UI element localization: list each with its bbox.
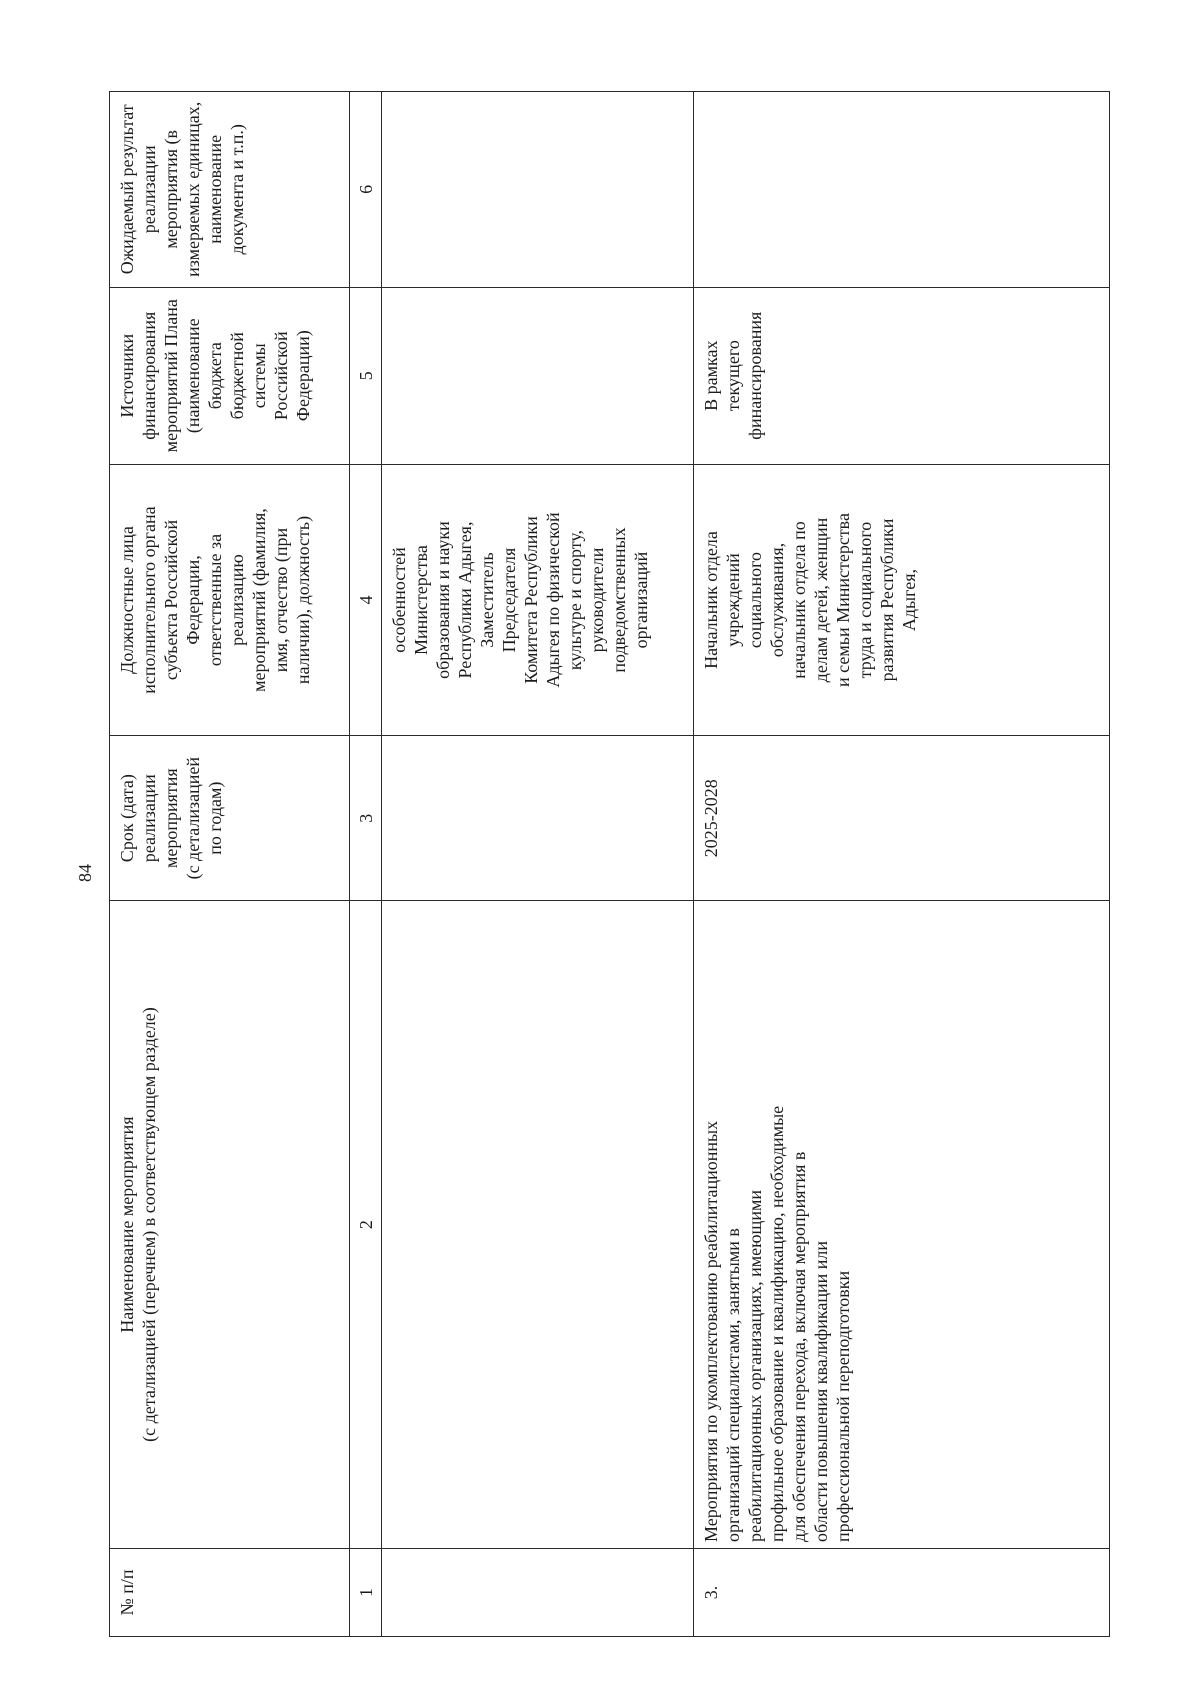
column-numbers-row <box>350 92 382 1637</box>
column-number-6: 6 <box>350 92 382 288</box>
column-number-4: 4 <box>350 464 382 735</box>
row3-financing: В рамках текущего финансирования <box>694 287 1110 464</box>
plan-table <box>109 91 1110 1637</box>
plan-table-container <box>109 91 1109 1637</box>
header-event-name: Наименование мероприятия (с детализацией (перечнем) в соответствующем разделе) <box>110 901 350 1549</box>
row3-term: 2025-2028 <box>694 736 1110 901</box>
header-number: № п/п <box>110 1549 350 1637</box>
table-header-row <box>110 92 350 1637</box>
column-number-1: 1 <box>350 1549 382 1637</box>
continuation-officials: особенностей Министерства образования и науки Республики Адыгея, Заместитель Председателя Комитета Республики Адыгея по физической культуре и спорту, руководители подведомственных организаций <box>382 464 694 735</box>
header-result: Ожидаемый результат реализации мероприятия (в измеряемых единицах, наименование документа и т.п.) <box>110 92 350 288</box>
column-number-5: 5 <box>350 287 382 464</box>
row3-officials: Начальник отдела учреждений социального обслуживания, начальник отдела по делам детей, женщин и семьи Министерства труда и социального развития Республики Адыгея, <box>694 464 1110 735</box>
header-term: Срок (дата) реализации мероприятия (с детализацией по годам) <box>110 736 350 901</box>
column-number-3: 3 <box>350 736 382 901</box>
row3-number: 3. <box>694 1549 1110 1637</box>
table-row-continuation <box>382 92 694 1637</box>
table-row-3 <box>694 92 1110 1637</box>
continuation-cell-2 <box>382 901 694 1549</box>
continuation-cell-1 <box>382 1549 694 1637</box>
page-number: 84 <box>75 864 95 882</box>
continuation-cell-6 <box>382 92 694 288</box>
row3-event-name: Мероприятия по укомплектованию реабилитационных организаций специалистами, занятыми в реабилитационных организациях, имеющими профильное образование и квалификацию, необходимые для обеспечения перехода, включая мероприятия в области повышения квалификации или профессиональной переподготовки <box>694 901 1110 1549</box>
row3-result <box>694 92 1110 288</box>
continuation-cell-3 <box>382 736 694 901</box>
column-number-2: 2 <box>350 901 382 1549</box>
continuation-cell-5 <box>382 287 694 464</box>
header-officials: Должностные лица исполнительного органа субъекта Российской Федерации, ответственные за реализацию мероприятий (фамилия, имя, отчество (при наличии), должность) <box>110 464 350 735</box>
header-financing: Источники финансирования мероприятий Плана (наименование бюджета бюджетной системы Российской Федерации) <box>110 287 350 464</box>
